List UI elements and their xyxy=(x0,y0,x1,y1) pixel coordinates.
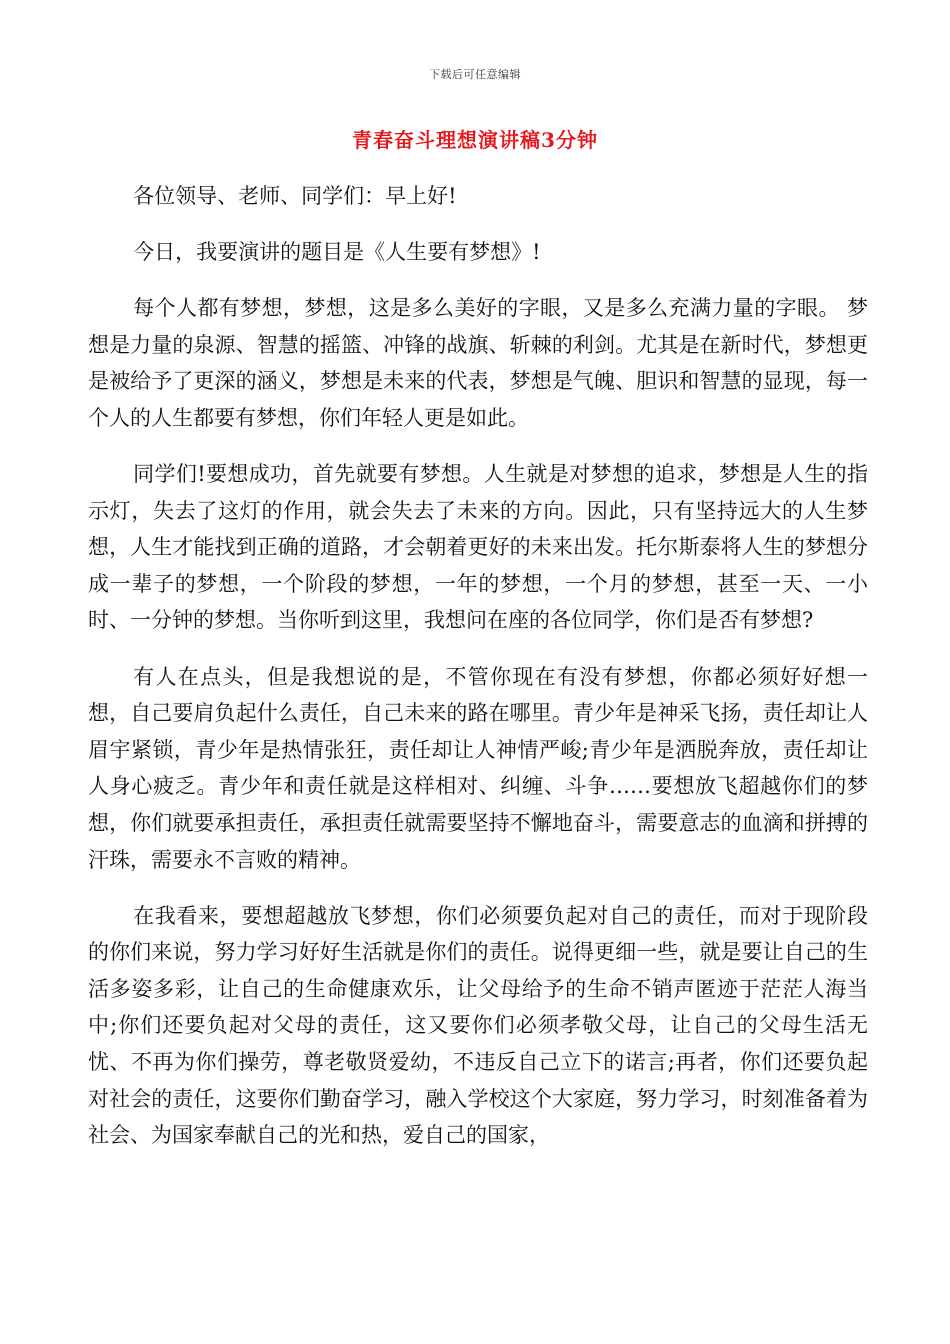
header-note: 下载后可任意编辑 xyxy=(429,68,521,81)
paragraph-responsibility: 有人在点头，但是我想说的是，不管你现在有没有梦想，你都必须好好想一想，自己要肩负起什么责任，自己未来的路在哪里。青少年是神采飞扬，责任却让人眉宇紧锁，青少年是热情张狂，责任却让人神情严峻;青少年是洒脱奔放，责任却让人身心疲乏。青少年和责任就是这样相对、纠缠、斗争……要想放飞超越你们的梦想，你们就要承担责任，承担责任就需要坚持不懈地奋斗，需要意志的血滴和拼搏的汗珠，需要永不言败的精神。 xyxy=(88,664,868,872)
paragraph-greeting: 各位领导、老师、同学们：早上好! xyxy=(133,184,457,208)
paragraph-duties: 在我看来，要想超越放飞梦想，你们必须要负起对自己的责任，而对于现阶段的你们来说，努力学习好好生活就是你们的责任。说得更细一些，就是要让自己的生活多姿多彩，让自己的生命健康欢乐，让父母给予的生命不销声匿迹于茫茫人海当中;你们还要负起对父母的责任，这又要你们必须孝敬父母，让自己的父母生活无忧、不再为你们操劳，尊老敬贤爱幼，不违反自己立下的诺言;再者，你们还要负起对社会的责任，这要你们勤奋学习，融入学校这个大家庭，努力学习，时刻准备着为社会、为国家奉献自己的光和热，爱自己的国家， xyxy=(88,903,868,1148)
document-body xyxy=(88,178,868,1173)
document-title: 青春奋斗理想演讲稿3分钟 xyxy=(352,128,598,152)
paragraph-dream-meaning: 每个人都有梦想，梦想，这是多么美好的字眼，又是多么充满力量的字眼。 梦想是力量的泉源、智慧的摇篮、冲锋的战旗、斩棘的利剑。尤其是在新时代，梦想更是被给予了更深的涵义，梦想是未来的代表，梦想是气魄、胆识和智慧的显现，每一个人的人生都要有梦想，你们年轻人更是如此。 xyxy=(88,296,868,430)
paragraph-topic: 今日，我要演讲的题目是《人生要有梦想》! xyxy=(133,240,541,265)
paragraph-dream-success: 同学们!要想成功，首先就要有梦想。人生就是对梦想的追求，梦想是人生的指示灯，失去了这灯的作用，就会失去了未来的方向。因此，只有坚持远大的人生梦想，人生才能找到正确的道路，才会朝着更好的未来出发。托尔斯泰将人生的梦想分成一辈子的梦想，一个阶段的梦想，一年的梦想，一个月的梦想，甚至一天、一小时、一分钟的梦想。当你听到这里，我想问在座的各位同学，你们是否有梦想? xyxy=(88,462,868,633)
